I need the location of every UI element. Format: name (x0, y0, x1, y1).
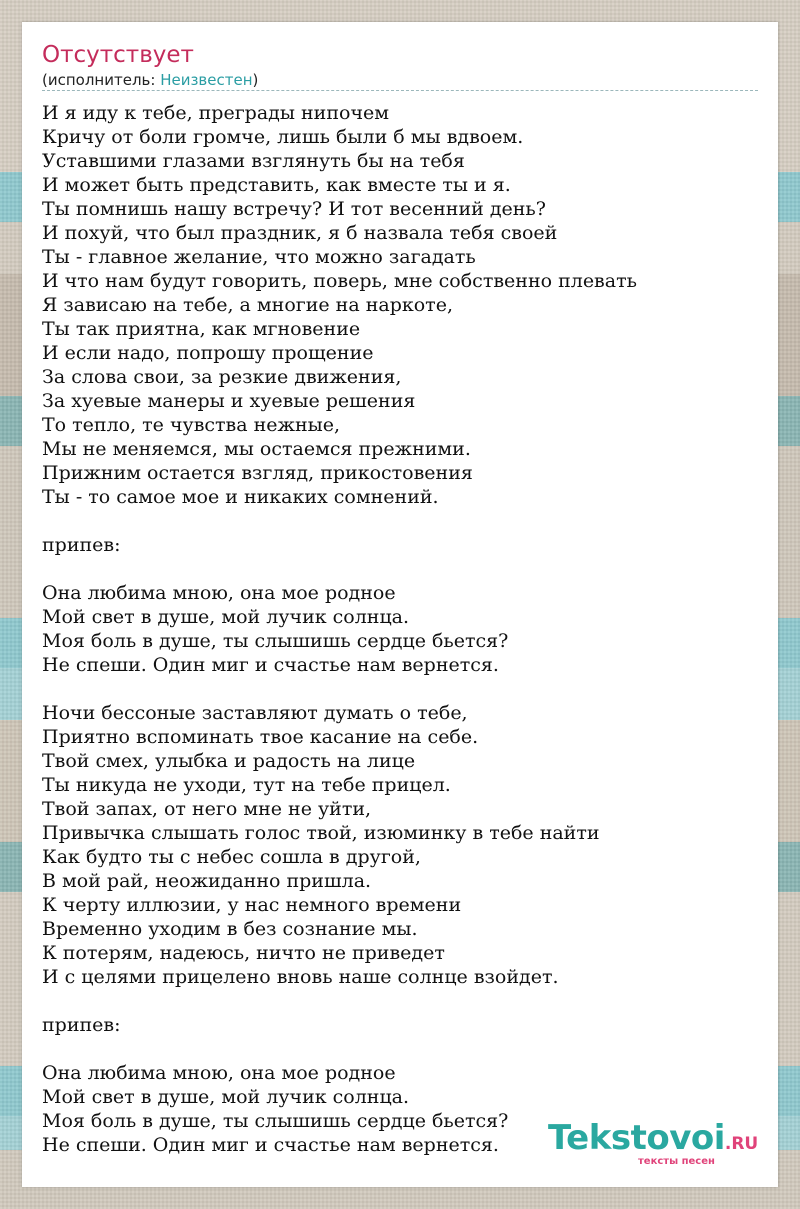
lyrics-line: припев: (42, 534, 121, 556)
lyrics-line: Она любима мною, она мое родное (42, 1062, 396, 1084)
lyrics-line: То тепло, те чувства нежные, (42, 414, 341, 436)
lyrics-line: Не спеши. Один миг и счастье нам вернется. (42, 654, 499, 676)
song-title: Отсутствует (42, 42, 194, 68)
lyrics-line: Привычка слышать голос твой, изюминку в тебе найти (42, 822, 600, 844)
lyrics-blank-line (42, 557, 758, 581)
artist-line (42, 71, 258, 89)
lyrics-line: Ты - главное желание, что можно загадать (42, 246, 476, 268)
lyrics-line: К потерям, надеюсь, ничто не приведет (42, 942, 445, 964)
divider (42, 90, 758, 91)
lyrics-line: Я зависаю на тебе, а многие на наркоте, (42, 294, 453, 316)
lyrics-line: К черту иллюзии, у нас немного времени (42, 894, 462, 916)
lyrics-line: И похуй, что был праздник, я б назвала тебя своей (42, 222, 558, 244)
lyrics-line: И с целями прицелено вновь наше солнце взойдет. (42, 966, 559, 988)
lyrics-line: В мой рай, неожиданно пришла. (42, 870, 372, 892)
lyrics-line: Приятно вспоминать твое касание на себе. (42, 726, 479, 748)
lyrics-blank-line (42, 1037, 758, 1061)
lyrics-line: Уставшими глазами взглянуть бы на тебя (42, 150, 465, 172)
artist-prefix: (исполнитель: (42, 71, 161, 89)
logo-tagline: тексты песен (638, 1156, 715, 1167)
lyrics-line: Мы не меняемся, мы остаемся прежними. (42, 438, 471, 460)
artist-link[interactable]: Неизвестен (160, 71, 253, 89)
lyrics-blank-line (42, 989, 758, 1013)
lyrics-line: И я иду к тебе, преграды нипочем (42, 102, 390, 124)
lyrics-line: Моя боль в душе, ты слышишь сердце бьется? (42, 1110, 509, 1132)
lyrics-line: Ты никуда не уходи, тут на тебе прицел. (42, 774, 451, 796)
lyrics-line: И если надо, попрошу прощение (42, 342, 374, 364)
lyrics-line: Ночи бессоные заставляют думать о тебе, (42, 702, 468, 724)
lyrics-line: Моя боль в душе, ты слышишь сердце бьется? (42, 630, 509, 652)
lyrics-line: Мой свет в душе, мой лучик солнца. (42, 1086, 410, 1108)
lyrics-line: Мой свет в душе, мой лучик солнца. (42, 606, 410, 628)
lyrics-line: Ты так приятна, как мгновение (42, 318, 361, 340)
artist-suffix: ) (252, 71, 259, 89)
lyrics-blank-line (42, 509, 758, 533)
lyrics-line: За слова свои, за резкие движения, (42, 366, 402, 388)
lyrics-line: Кричу от боли громче, лишь были б мы вдвоем. (42, 126, 524, 148)
lyrics-line: Она любима мною, она мое родное (42, 582, 396, 604)
logo-tld: .RU (724, 1134, 759, 1154)
logo-brand: Tekstovoi (548, 1118, 725, 1158)
site-logo[interactable] (548, 1118, 759, 1167)
lyrics-text (42, 101, 758, 1157)
lyrics-line: Как будто ты с небес сошла в другой, (42, 846, 421, 868)
lyrics-line: И что нам будут говорить, поверь, мне собственно плевать (42, 270, 637, 292)
lyrics-card (22, 22, 778, 1187)
lyrics-line: И может быть представить, как вместе ты и я. (42, 174, 511, 196)
lyrics-line: Твой запах, от него мне не уйти, (42, 798, 372, 820)
lyrics-line: Временно уходим в без сознание мы. (42, 918, 418, 940)
lyrics-line: Не спеши. Один миг и счастье нам вернется. (42, 1134, 499, 1156)
lyrics-line: Твой смех, улыбка и радость на лице (42, 750, 416, 772)
lyrics-line: Ты - то самое мое и никаких сомнений. (42, 486, 439, 508)
lyrics-line: припев: (42, 1014, 121, 1036)
lyrics-line: За хуевые манеры и хуевые решения (42, 390, 416, 412)
lyrics-line: Ты помнишь нашу встречу? И тот весенний день? (42, 198, 546, 220)
lyrics-blank-line (42, 677, 758, 701)
lyrics-line: Прижним остается взгляд, прикостовения (42, 462, 473, 484)
